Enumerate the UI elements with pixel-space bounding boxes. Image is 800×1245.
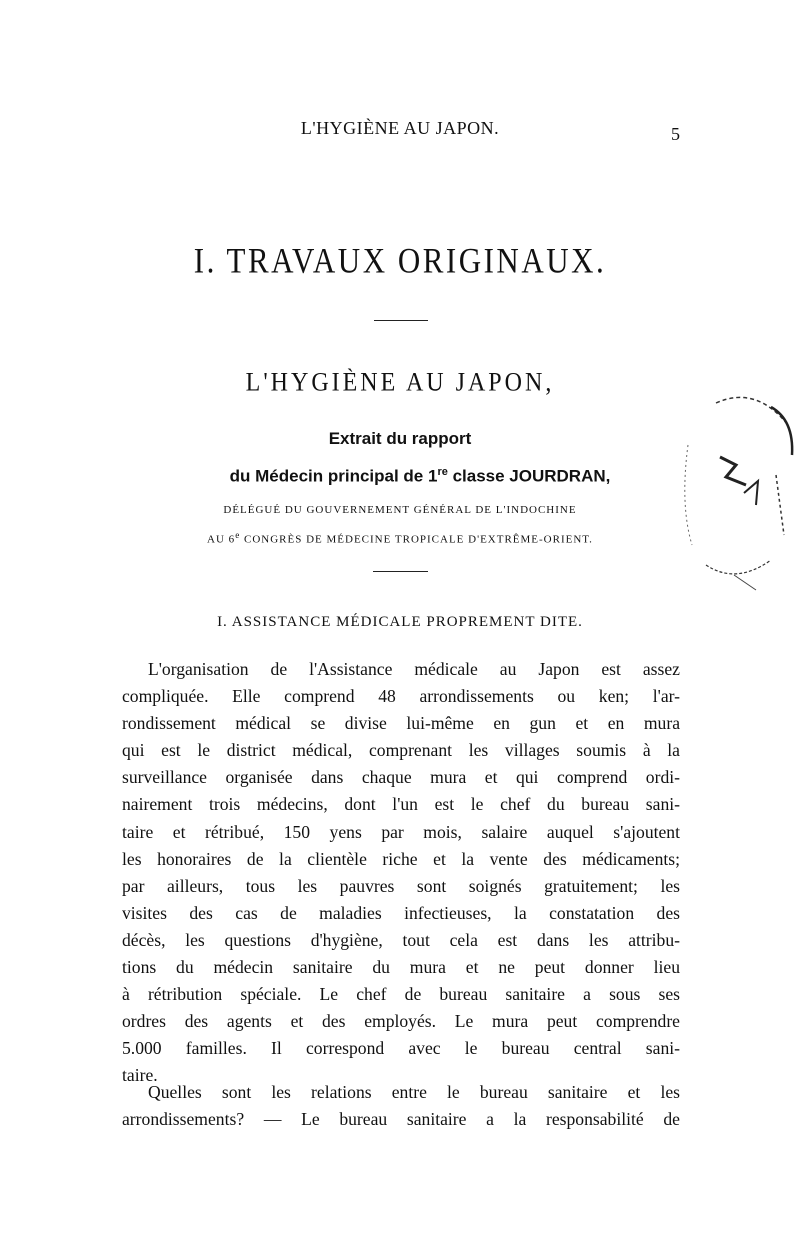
- text-line: Quelles sont les relations entre le bureau sanitaire et les: [148, 1082, 680, 1102]
- text-line: taire et rétribué, 150 yens par mois, salaire auquel s'ajoutent: [122, 821, 680, 842]
- byline-extract: Extrait du rapport: [328, 429, 472, 448]
- delegation-2-post: CONGRÈS DE MÉDECINE TROPICALE D'EXTRÊME-ORIENT.: [240, 533, 593, 546]
- text-line: visites des cas de maladies infectieuses, la constatation des: [122, 902, 680, 923]
- byline-author-sup: re: [437, 466, 448, 478]
- text-line: tions du médecin sanitaire du mura et ne peut donner lieu: [122, 957, 680, 978]
- section-heading: I. TRAVAUX ORIGINAUX.: [193, 240, 607, 281]
- text-line: décès, les questions d'hygiène, tout cela est dans les attribu-: [122, 929, 680, 950]
- running-head: [120, 118, 680, 142]
- divider-rule: [373, 571, 428, 572]
- byline-author-pre: du Médecin principal de 1: [229, 466, 438, 486]
- byline-author-post: classe JOURDRAN,: [447, 466, 611, 486]
- divider-rule: [374, 320, 428, 321]
- text-line: rondissement médical se divise lui-même en gun et en mura: [122, 713, 680, 734]
- paragraph-2: [122, 1079, 680, 1133]
- text-line: à rétribution spéciale. Le chef de bureau sanitaire a sous ses: [122, 984, 680, 1005]
- article-title: L'HYGIÈNE AU JAPON,: [245, 368, 555, 398]
- delegation-line-1: DÉLÉGUÉ DU GOUVERNEMENT GÉNÉRAL DE L'INDOCHINE: [223, 504, 577, 516]
- text-line: qui est le district médical, comprenant les villages soumis à la: [122, 740, 680, 761]
- text-line: L'organisation de l'Assistance médicale au Japon est assez: [148, 659, 680, 679]
- text-line: taire.: [122, 1065, 158, 1086]
- page-number: 5: [671, 124, 680, 144]
- text-line: arrondissements? — Le bureau sanitaire a la responsabilité de: [122, 1109, 680, 1130]
- delegation-2-sup: e: [235, 530, 241, 540]
- text-line: surveillance organisée dans chaque mura et qui comprend ordi-: [122, 767, 680, 788]
- text-line: les honoraires de la clientèle riche et la vente des médicaments;: [122, 848, 680, 869]
- running-title: L'HYGIÈNE AU JAPON.: [300, 118, 500, 138]
- paragraph-1: [122, 656, 680, 1090]
- delegation-2-pre: AU 6: [207, 533, 236, 546]
- subsection-heading: I. ASSISTANCE MÉDICALE PROPREMENT DITE.: [217, 614, 583, 630]
- text-line: par ailleurs, tous les pauvres sont soignés gratuitement; les: [122, 875, 680, 896]
- text-line: nairement trois médecins, dont l'un est le chef du bureau sani-: [122, 794, 680, 815]
- library-stamp-icon: [676, 385, 796, 595]
- text-line: ordres des agents et des employés. Le mura peut comprendre: [122, 1011, 680, 1032]
- text-line: compliquée. Elle comprend 48 arrondissements ou ken; l'ar-: [122, 686, 680, 707]
- text-line: 5.000 familles. Il correspond avec le bureau central sani-: [122, 1038, 680, 1059]
